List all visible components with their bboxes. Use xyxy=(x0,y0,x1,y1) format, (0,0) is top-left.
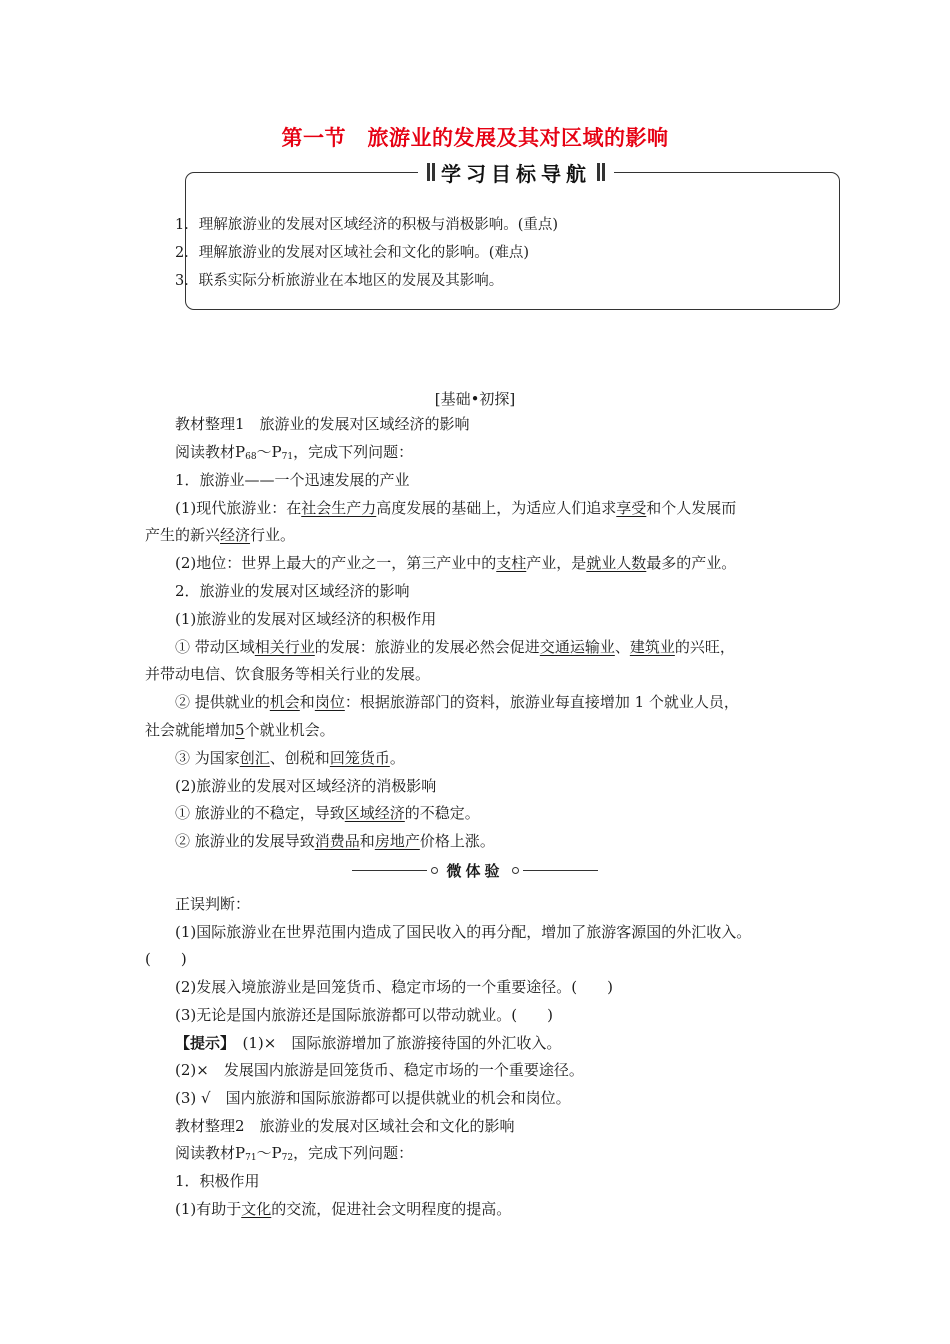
positive-effect-2-cont: 社会就能增加5个就业机会。 xyxy=(145,721,335,739)
part1-read-instruction: 阅读教材$P_{68}\sim P_{71}$，完成下列问题： xyxy=(175,443,414,462)
blank-answer: 创汇 xyxy=(239,749,270,767)
blank-answer: 经济 xyxy=(220,526,251,544)
blank-answer: 岗位 xyxy=(314,693,345,711)
blank-answer: 房地产 xyxy=(374,832,420,850)
learning-goals-label: 学习目标导航 xyxy=(441,161,591,186)
section-tag: [基础•初探] xyxy=(434,390,516,408)
tip-label: 【提示】 xyxy=(175,1034,228,1052)
blank-answer: 建筑业 xyxy=(629,638,675,656)
circle-icon xyxy=(431,867,438,874)
bar-decoration xyxy=(427,163,430,181)
question-1: (1)国际旅游业在世界范围内造成了国民收入的再分配，增加了旅游客源国的外汇收入。 xyxy=(175,923,752,941)
blank-answer: 文化 xyxy=(241,1200,272,1218)
blank-answer: 区域经济 xyxy=(344,804,405,822)
question-2: (2)发展入境旅游业是回笼货币、稳定市场的一个重要途径。( ) xyxy=(175,978,613,996)
learning-goals-header xyxy=(418,157,614,187)
page-title: 第一节 旅游业的发展及其对区域的影响 xyxy=(281,126,669,150)
part1-point1-heading: 1．旅游业——一个迅速发展的产业 xyxy=(175,471,410,489)
part1-point2-heading: 2．旅游业的发展对区域经济的影响 xyxy=(175,582,410,600)
answer-3: (3) √ 国内旅游和国际旅游都可以提供就业的机会和岗位。 xyxy=(175,1089,571,1107)
blank-answer: 享受 xyxy=(616,499,647,517)
negative-effect-2: ② 旅游业的发展导致消费品和房地产价格上涨。 xyxy=(175,832,495,850)
divider-line xyxy=(352,870,427,871)
question-3: (3)无论是国内旅游还是国际旅游都可以带动就业。( ) xyxy=(175,1006,553,1024)
blank-answer: 相关行业 xyxy=(254,638,315,656)
modern-tourism-text: (1)现代旅游业：在社会生产力高度发展的基础上，为适应人们追求享受和个人发展而 xyxy=(175,499,737,517)
blank-answer: 5 xyxy=(235,721,245,739)
status-text: (2)地位：世界上最大的产业之一，第三产业中的支柱产业，是就业人数最多的产业。 xyxy=(175,554,737,572)
blank-answer: 社会生产力 xyxy=(301,499,377,517)
positive-effect-2: ② 提供就业的机会和岗位：根据旅游部门的资料，旅游业每直接增加 1 个就业人员， xyxy=(175,693,739,711)
micro-experience-divider xyxy=(0,860,950,881)
blank-answer: 回笼货币 xyxy=(329,749,390,767)
positive-effect-1: ① 带动区域相关行业的发展：旅游业的发展必然会促进交通运输业、建筑业的兴旺， xyxy=(175,638,735,656)
blank-answer: 就业人数 xyxy=(586,554,647,572)
bar-decoration xyxy=(602,163,605,181)
goal-item: 3．联系实际分析旅游业在本地区的发展及其影响。 xyxy=(175,273,504,289)
goal-item: 2．理解旅游业的发展对区域社会和文化的影响。(难点) xyxy=(175,245,530,261)
blank-answer: 机会 xyxy=(269,693,300,711)
answer-1: 【提示】 (1)× 国际旅游增加了旅游接待国的外汇收入。 xyxy=(175,1034,562,1052)
bar-decoration xyxy=(432,163,435,181)
blank-answer: 交通运输业 xyxy=(539,638,615,656)
bar-decoration xyxy=(597,163,600,181)
positive-effect-1-cont: 并带动电信、饮食服务等相关行业的发展。 xyxy=(145,665,431,683)
part2-read-instruction: 阅读教材$P_{71}\sim P_{72}$，完成下列问题： xyxy=(175,1144,414,1163)
negative-effect-1: ① 旅游业的不稳定，导致区域经济的不稳定。 xyxy=(175,804,480,822)
positive-effects-heading: (1)旅游业的发展对区域经济的积极作用 xyxy=(175,610,437,628)
part2-heading: 教材整理2 旅游业的发展对区域社会和文化的影响 xyxy=(175,1117,515,1135)
question-1-paren: ( ) xyxy=(145,950,187,968)
divider-line xyxy=(523,870,598,871)
circle-icon xyxy=(512,867,519,874)
micro-experience-label: 微体验 xyxy=(446,862,504,880)
modern-tourism-text-cont: 产生的新兴经济行业。 xyxy=(145,526,296,544)
answer-2: (2)× 发展国内旅游是回笼货币、稳定市场的一个重要途径。 xyxy=(175,1061,584,1079)
part1-heading: 教材整理1 旅游业的发展对区域经济的影响 xyxy=(175,415,470,433)
blank-answer: 消费品 xyxy=(314,832,360,850)
positive-effect-3: ③ 为国家创汇、创税和回笼货币。 xyxy=(175,749,405,767)
culture-exchange-text: (1)有助于文化的交流，促进社会文明程度的提高。 xyxy=(175,1200,512,1218)
part2-point1-heading: 1．积极作用 xyxy=(175,1172,260,1190)
goal-item: 1．理解旅游业的发展对区域经济的积极与消极影响。(重点) xyxy=(175,217,559,233)
blank-answer: 支柱 xyxy=(496,554,527,572)
judge-instruction: 正误判断： xyxy=(175,895,251,913)
negative-effects-heading: (2)旅游业的发展对区域经济的消极影响 xyxy=(175,777,437,795)
